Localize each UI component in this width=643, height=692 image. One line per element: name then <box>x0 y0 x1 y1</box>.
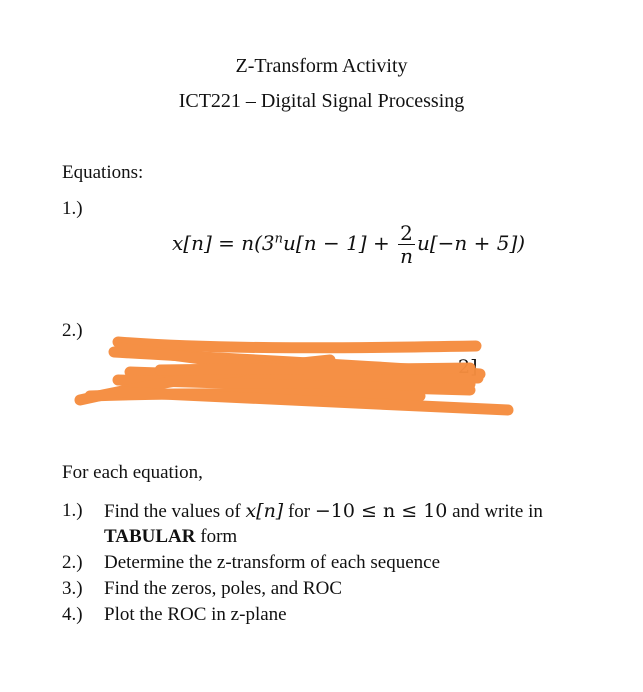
task-2-number: 2.) <box>62 552 83 573</box>
task-1-math-var: x[n] <box>245 500 284 522</box>
task-1-math-range: −10 ≤ n ≤ 10 <box>314 500 448 522</box>
task-1-number: 1.) <box>62 500 83 521</box>
page-title: Z-Transform Activity <box>235 55 408 77</box>
task-2-text: Determine the z-transform of each sequence <box>104 552 441 573</box>
equations-heading: Equations: <box>62 162 144 183</box>
fraction-numerator: 2 <box>400 221 413 245</box>
task-4-number: 4.) <box>62 604 83 625</box>
task-3-text: Find the zeros, poles, and ROC <box>104 578 343 599</box>
task-1-bold-word: TABULAR <box>104 526 196 547</box>
equation-1-mid: u[n − 1] + <box>283 231 397 255</box>
fraction-denominator: n <box>400 244 413 268</box>
task-1-text-after: and write in <box>447 501 543 522</box>
equation-1-lhs: x[n] = n(3 <box>172 231 275 255</box>
task-1-line-2 <box>104 526 237 548</box>
task-1-line-1 <box>104 500 543 523</box>
equation-2-partial-text: 2] <box>458 356 478 378</box>
tasks-intro: For each equation, <box>62 462 203 483</box>
equation-2-number: 2.) <box>62 320 83 341</box>
task-1-text-mid: for <box>283 501 315 522</box>
task-4-text: Plot the ROC in z-plane <box>104 604 287 625</box>
task-1-line-2-rest: form <box>195 526 238 547</box>
equation-1-rhs: u[−n + 5]) <box>416 231 526 255</box>
task-1-text-before: Find the values of <box>104 501 246 522</box>
equation-1-number: 1.) <box>62 198 83 219</box>
course-subtitle: ICT221 – Digital Signal Processing <box>178 90 465 112</box>
equation-1-exponent: n <box>274 231 284 247</box>
task-3-number: 3.) <box>62 578 83 599</box>
